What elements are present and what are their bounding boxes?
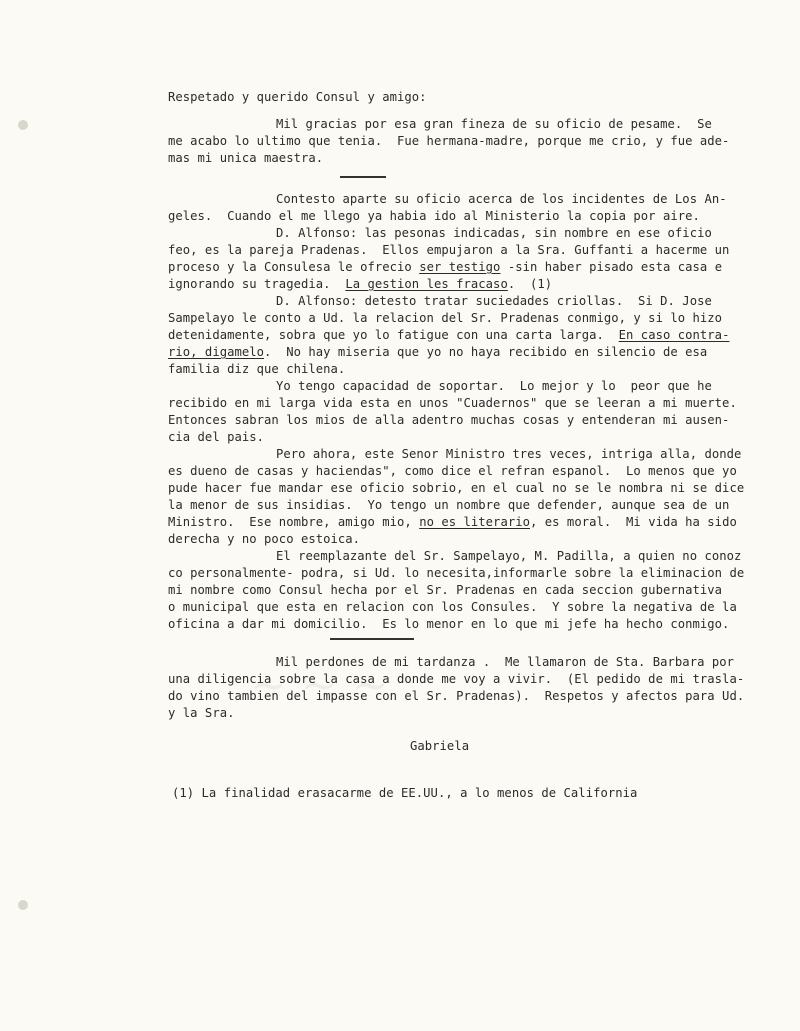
paragraph-line: Entonces sabran los mios de alla adentro muchas cosas y entenderan mi ausen-	[168, 413, 730, 427]
paragraph-line: cia del pais.	[168, 430, 265, 444]
paragraph-line: Pero ahora, este Senor Ministro tres veces, intriga alla, donde	[276, 447, 742, 461]
paragraph-line: feo, es la pareja Pradenas. Ellos empujaron a la Sra. Guffanti a hacerme un	[168, 243, 730, 257]
paragraph-line: la menor de sus insidias. Yo tengo un nombre que defender, aunque sea de un	[168, 498, 730, 512]
paragraph-line: una diligencia sobre la casa a donde me voy a vivir. (El pedido de mi trasla-	[168, 672, 745, 686]
section-divider	[340, 176, 386, 178]
paragraph-line: o municipal que esta en relacion con los Consules. Y sobre la negativa de la	[168, 600, 737, 614]
paragraph-line: derecha y no poco estoica.	[168, 532, 361, 546]
signature: Gabriela	[410, 739, 470, 753]
underlined-text: En caso contra-	[618, 328, 730, 342]
paragraph-line	[168, 327, 729, 343]
paragraph-line	[168, 344, 707, 360]
paragraph-line: co personalmente- podra, si Ud. lo necesita,informarle sobre la eliminacion de	[168, 566, 745, 580]
paragraph-line: Contesto aparte su oficio acerca de los incidentes de Los An-	[276, 192, 727, 206]
faint-handwritten-signature: ~ ~ ~	[250, 660, 389, 711]
punch-hole	[18, 900, 28, 910]
salutation: Respetado y querido Consul y amigo:	[168, 90, 427, 104]
underlined-text: rio, digamelo	[168, 345, 265, 359]
paragraph-line: geles. Cuando el me llego ya habia ido al Ministerio la copia por aire.	[168, 209, 700, 223]
paragraph-line: y la Sra.	[168, 706, 235, 720]
paragraph-line	[168, 259, 722, 275]
paragraph-line: pude hacer fue mandar ese oficio sobrio, en el cual no se le nombra ni se dice	[168, 481, 745, 495]
paragraph-line: oficina a dar mi domicilio. Es lo menor en lo que mi jefe ha hecho conmigo.	[168, 617, 730, 631]
text-segment: Ministro. Ese nombre, amigo mio,	[168, 515, 420, 529]
paragraph-line: Sampelayo le conto a Ud. la relacion del Sr. Pradenas conmigo, y si lo hizo	[168, 311, 723, 325]
paragraph-line: es dueno de casas y haciendas", como dice el refran espanol. Lo menos que yo	[168, 464, 737, 478]
text-segment: . (1)	[507, 277, 553, 291]
paragraph-line: Yo tengo capacidad de soportar. Lo mejor y lo peor que he	[276, 379, 712, 393]
paragraph-line	[168, 276, 552, 292]
section-divider	[330, 638, 414, 640]
paragraph-line: me acabo lo ultimo que tenia. Fue hermana-madre, porque me crio, y fue ade-	[168, 134, 730, 148]
paragraph-line: Mil perdones de mi tardanza . Me llamaron de Sta. Barbara por	[276, 655, 735, 669]
paragraph-line: mi nombre como Consul hecha por el Sr. Pradenas en cada seccion gubernativa	[168, 583, 723, 597]
footnote: (1) La finalidad erasacarme de EE.UU., a lo menos de California	[172, 786, 638, 800]
underlined-text: no es literario	[419, 515, 530, 529]
text-segment: ignorando su tragedia.	[168, 277, 346, 291]
paragraph-line: D. Alfonso: las pesonas indicadas, sin nombre en ese oficio	[276, 226, 712, 240]
paragraph-line: familia diz que chilena.	[168, 362, 346, 376]
paragraph-line: El reemplazante del Sr. Sampelayo, M. Padilla, a quien no conoz	[276, 549, 742, 563]
paragraph-line: recibido en mi larga vida esta en unos "Cuadernos" que se leeran a mi muerte.	[168, 396, 737, 410]
text-segment: detenidamente, sobra que yo lo fatigue con una carta larga.	[168, 328, 619, 342]
underlined-text: ser testigo	[419, 260, 501, 274]
underlined-text: La gestion les fracaso	[345, 277, 508, 291]
paragraph-line: D. Alfonso: detesto tratar suciedades criollas. Si D. Jose	[276, 294, 712, 308]
punch-hole	[18, 120, 28, 130]
paragraph-line: do vino tambien del impasse con el Sr. Pradenas). Respetos y afectos para Ud.	[168, 689, 745, 703]
text-segment: . No hay miseria que yo no haya recibido en silencio de esa	[264, 345, 708, 359]
text-segment: -sin haber pisado esta casa e	[500, 260, 723, 274]
paragraph-line	[168, 514, 737, 530]
text-segment: , es moral. Mi vida ha sido	[530, 515, 737, 529]
paragraph-line: mas mi unica maestra.	[168, 151, 324, 165]
paragraph-line: Mil gracias por esa gran fineza de su oficio de pesame. Se	[276, 117, 712, 131]
text-segment: proceso y la Consulesa le ofrecio	[168, 260, 420, 274]
